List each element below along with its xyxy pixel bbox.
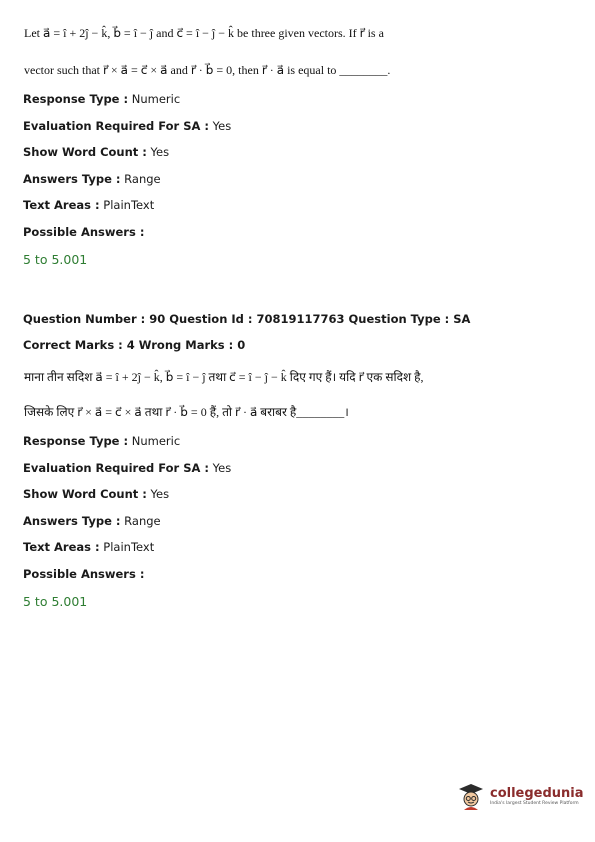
field-label: Evaluation Required For SA : [23, 119, 210, 133]
question-text-line: vector such that r⃗ × a⃗ = c⃗ × a⃗ and r⃗ · b⃗ = 0, then r⃗ · a⃗ is equal to ________. [24, 63, 391, 77]
field-value: Yes [209, 461, 232, 475]
logo-name: collegedunia [490, 786, 584, 802]
field-response-type [23, 434, 180, 448]
collegedunia-logo [458, 783, 584, 811]
question-text-line: Let a⃗ = î + 2ĵ − k̂, b⃗ = î − ĵ and c⃗ = î − ĵ − k̂ be three given vectors. If r⃗ is a [24, 26, 384, 40]
field-evaluation-required [23, 461, 231, 475]
field-value: Numeric [128, 434, 181, 448]
field-value: PlainText [99, 540, 155, 554]
possible-answer: 5 to 5.001 [23, 252, 88, 267]
field-evaluation-required [23, 119, 231, 133]
field-show-word-count [23, 145, 169, 159]
field-label: Text Areas : [23, 198, 100, 212]
field-label: Show Word Count : [23, 487, 147, 501]
question-marks: Correct Marks : 4 Wrong Marks : 0 [23, 338, 246, 352]
graduate-mascot-icon [458, 783, 484, 811]
question-text-line: माना तीन सदिश a⃗ = î + 2ĵ − k̂, b⃗ = î − ĵ तथा c⃗ = î − ĵ − k̂ दिए गए हैं। यदि r⃗ एक सदिश है, [24, 370, 424, 384]
field-label: Text Areas : [23, 540, 100, 554]
field-label: Possible Answers : [23, 567, 145, 581]
question-header: Question Number : 90 Question Id : 70819117763 Question Type : SA [23, 312, 471, 326]
field-value: Yes [146, 145, 170, 159]
field-label: Possible Answers : [23, 225, 145, 239]
field-text-areas [23, 198, 154, 212]
field-possible-answers [23, 567, 144, 581]
possible-answer: 5 to 5.001 [23, 594, 88, 609]
field-label: Evaluation Required For SA : [23, 461, 210, 475]
field-value: Range [120, 172, 161, 186]
field-response-type [23, 92, 180, 106]
field-value: Range [120, 514, 161, 528]
field-value: Yes [209, 119, 232, 133]
field-label: Answers Type : [23, 514, 121, 528]
question-text-line: जिसके लिए r⃗ × a⃗ = c⃗ × a⃗ तथा r⃗ · b⃗ = 0 हैं, तो r⃗ · a⃗ बराबर है________। [24, 405, 349, 419]
field-label: Response Type : [23, 434, 129, 448]
field-label: Response Type : [23, 92, 129, 106]
logo-tagline: India's largest Student Review Platform [490, 801, 579, 807]
field-value: Numeric [128, 92, 181, 106]
field-text-areas [23, 540, 154, 554]
field-answers-type [23, 172, 161, 186]
field-value: PlainText [99, 198, 155, 212]
field-answers-type [23, 514, 161, 528]
field-possible-answers [23, 225, 144, 239]
field-label: Show Word Count : [23, 145, 147, 159]
field-label: Answers Type : [23, 172, 121, 186]
field-show-word-count [23, 487, 169, 501]
field-value: Yes [146, 487, 170, 501]
